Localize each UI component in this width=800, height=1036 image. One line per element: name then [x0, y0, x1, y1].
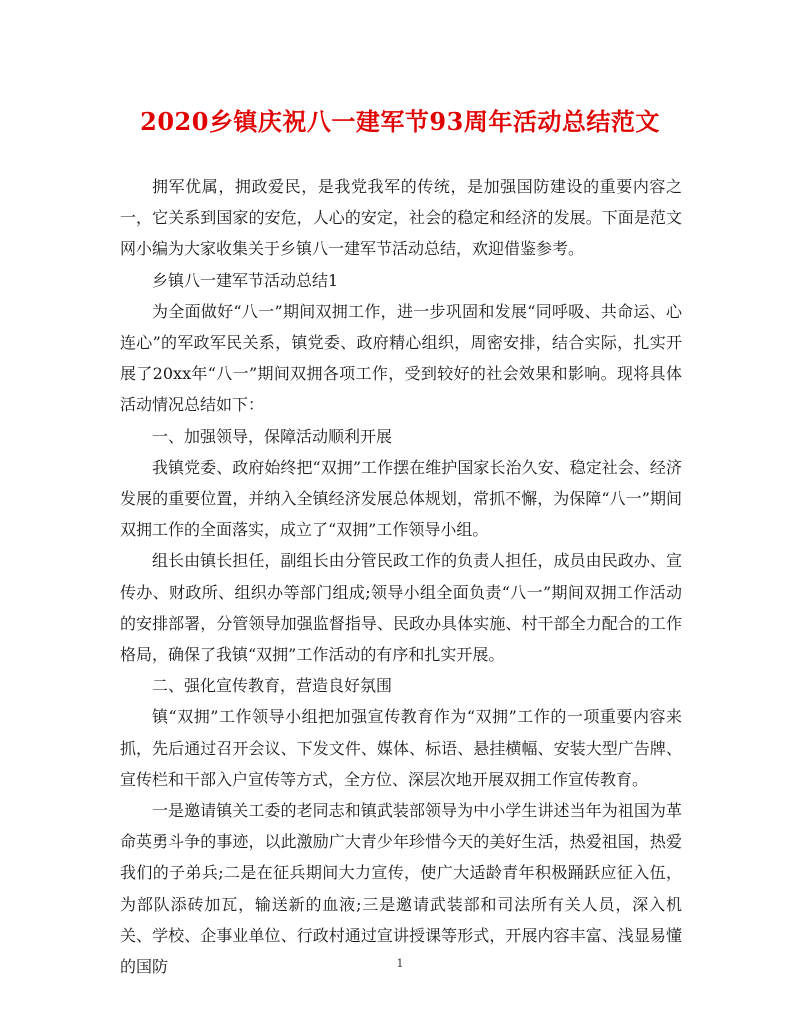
document-title: 2020乡镇庆祝八一建军节93周年活动总结范文 — [140, 107, 660, 136]
paragraph-heading-2: 二、强化宣传教育，营造良好氛围 — [152, 676, 393, 696]
paragraph-heading-1: 一、加强领导，保障活动顺利开展 — [152, 426, 393, 446]
page-number: 1 — [396, 957, 404, 970]
paragraph-overview: 为全面做好“八一”期间双拥工作，进一步巩固和发展“同呼吸、共命运、心连心”的军政军民关系，镇党委、政府精心组织，周密安排，结合实际，扎实开展了20xx年“八一”期间双拥各项工作，受到较好的社会效果和影响。现将具体活动情况总结如下： — [120, 301, 682, 415]
paragraph-section-heading: 乡镇八一建军节活动总结1 — [152, 270, 339, 290]
paragraph-publicity: 镇“双拥”工作领导小组把加强宣传教育作为“双拥”工作的一项重要内容来抓，先后通过召开会议、下发文件、媒体、标语、悬挂横幅、安装大型广告牌、宣传栏和干部入户宣传等方式，全方位、深层次地开展双拥工作宣传教育。 — [120, 707, 682, 789]
document-body — [120, 171, 682, 982]
paragraph-intro: 拥军优属，拥政爱民，是我党我军的传统，是加强国防建设的重要内容之一，它关系到国家的安危，人心的安定，社会的稳定和经济的发展。下面是范文网小编为大家收集关于乡镇八一建军节活动总结，欢迎借鉴参考。 — [120, 177, 682, 259]
paragraph-team: 组长由镇长担任，副组长由分管民政工作的负责人担任，成员由民政办、宣传办、财政所、组织办等部门组成;领导小组全面负责“八一”期间双拥工作活动的安排部署，分管领导加强监督指导、民政办具体实施、村干部全力配合的工作格局，确保了我镇“双拥”工作活动的有序和扎实开展。 — [120, 551, 682, 665]
paragraph-leadership: 我镇党委、政府始终把“双拥”工作摆在维护国家长治久安、稳定社会、经济发展的重要位置，并纳入全镇经济发展总体规划，常抓不懈，为保障“八一”期间双拥工作的全面落实，成立了“双拥”工作领导小组。 — [120, 457, 682, 540]
paragraph-activities: 一是邀请镇关工委的老同志和镇武装部领导为中小学生讲述当年为祖国为革命英勇斗争的事迹，以此激励广大青少年珍惜今天的美好生活，热爱祖国，热爱我们的子弟兵;二是在征兵期间大力宣传，使广大适龄青年积极踊跃应征入伍，为部队添砖加瓦，输送新的血液;三是邀请武装部和司法所有关人员，深入机关、学校、企事业单位、行政村通过宣讲授课等形式，开展内容丰富、浅显易懂的国防 — [120, 801, 682, 977]
